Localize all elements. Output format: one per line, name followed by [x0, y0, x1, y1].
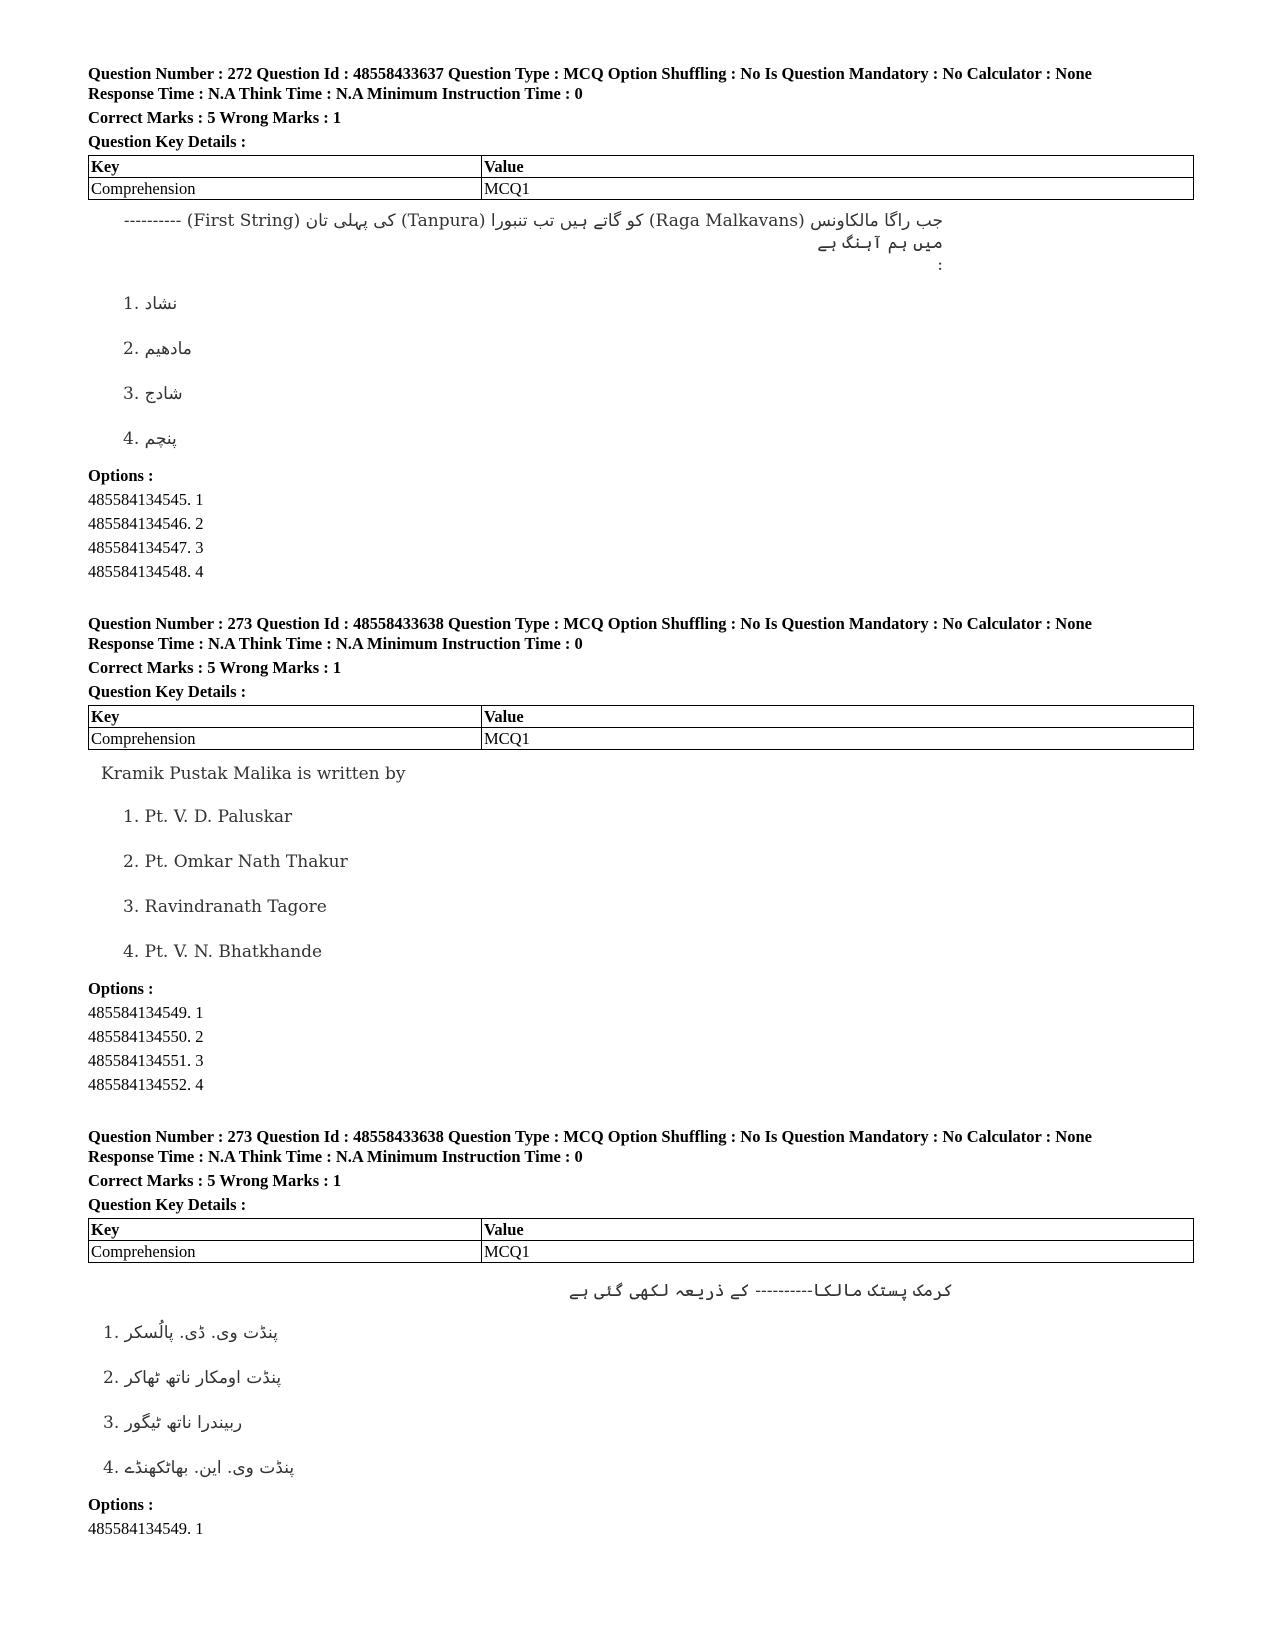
table-header-value: Value	[482, 156, 1194, 178]
choice-item	[103, 1446, 1194, 1491]
question-text	[98, 210, 943, 276]
key-details-label: Question Key Details :	[88, 1195, 247, 1214]
choice-text: نشاد	[144, 294, 178, 314]
marks-line: Correct Marks : 5 Wrong Marks : 1	[88, 1171, 342, 1190]
question-text-colon: :	[937, 255, 943, 275]
table-header-value: Value	[482, 1219, 1194, 1241]
table-cell-key: Comprehension	[89, 1241, 482, 1263]
choice-list	[103, 1311, 1194, 1491]
choice-number: 4.	[103, 1458, 120, 1478]
key-details-label: Question Key Details :	[88, 132, 247, 151]
table-cell-key: Comprehension	[89, 728, 482, 750]
marks-line: Correct Marks : 5 Wrong Marks : 1	[88, 108, 342, 127]
choice-text: پنڈت وی. ڈی. پالُسکر	[124, 1323, 278, 1343]
choice-item	[123, 372, 1194, 417]
choice-text: Pt. V. N. Bhatkhande	[144, 942, 323, 962]
choice-text: ربیندرا ناتھ ٹیگور	[124, 1413, 243, 1433]
choice-item	[123, 417, 1194, 462]
question-meta-line: Question Number : 272 Question Id : 48558433637 Question Type : MCQ Option Shuffling : No Is Question Mandatory : No Calculator : None	[88, 64, 1092, 83]
question-text: کرمک پستک مالکا---------- کے ذریعہ لکھی گئی ہے	[568, 1281, 953, 1301]
question-block-272	[88, 64, 1194, 584]
options-label: Options :	[88, 466, 154, 485]
option-id: 485584134552. 4	[88, 1075, 204, 1094]
choice-number: 4.	[123, 429, 140, 449]
table-cell-value: MCQ1	[482, 178, 1194, 200]
choice-number: 3.	[103, 1413, 120, 1433]
options-label: Options :	[88, 979, 154, 998]
question-meta-line: Question Number : 273 Question Id : 48558433638 Question Type : MCQ Option Shuffling : No Is Question Mandatory : No Calculator : None	[88, 614, 1092, 633]
table-cell-value: MCQ1	[482, 1241, 1194, 1263]
option-id: 485584134549. 1	[88, 1519, 204, 1538]
option-id: 485584134546. 2	[88, 514, 204, 533]
choice-item	[123, 930, 1194, 975]
choice-item	[103, 1401, 1194, 1446]
table-cell-key: Comprehension	[89, 178, 482, 200]
choice-number: 2.	[123, 339, 140, 359]
document-page	[88, 64, 1194, 1541]
choice-text: مادھیم	[144, 339, 192, 359]
option-id: 485584134549. 1	[88, 1003, 204, 1022]
choice-item	[123, 327, 1194, 372]
choice-list	[123, 795, 1194, 975]
question-timing-line: Response Time : N.A Think Time : N.A Minimum Instruction Time : 0	[88, 84, 583, 103]
option-id: 485584134550. 2	[88, 1027, 204, 1046]
choice-item	[123, 795, 1194, 840]
question-text: Kramik Pustak Malika is written by	[101, 764, 406, 784]
options-section	[88, 977, 1194, 1097]
choice-text: پنچم	[144, 429, 177, 449]
choice-number: 1.	[123, 294, 140, 314]
choice-text: شادج	[144, 384, 183, 404]
option-id: 485584134545. 1	[88, 490, 204, 509]
choice-number: 2.	[123, 852, 140, 872]
choice-item	[103, 1311, 1194, 1356]
choice-number: 1.	[123, 807, 140, 827]
key-value-table	[88, 1218, 1194, 1263]
question-block-273	[88, 614, 1194, 1097]
choice-number: 1.	[103, 1323, 120, 1343]
marks-line: Correct Marks : 5 Wrong Marks : 1	[88, 658, 342, 677]
choice-text: پنڈت وی. این. بھاٹکھنڈے	[124, 1458, 295, 1478]
key-details-label: Question Key Details :	[88, 682, 247, 701]
table-header-key: Key	[89, 156, 482, 178]
question-text-line: جب راگا مالکاونس (Raga Malkavans) کو گاتے ہیں تب تنبورا (Tanpura) کی پہلی تان (First String) ---------- میں ہم آہنگ ہے	[123, 211, 943, 253]
options-label: Options :	[88, 1495, 154, 1514]
question-block-273-urdu	[88, 1127, 1194, 1541]
option-id: 485584134551. 3	[88, 1051, 204, 1070]
table-header-key: Key	[89, 706, 482, 728]
option-id: 485584134547. 3	[88, 538, 204, 557]
key-value-table	[88, 705, 1194, 750]
question-timing-line: Response Time : N.A Think Time : N.A Minimum Instruction Time : 0	[88, 634, 583, 653]
option-id: 485584134548. 4	[88, 562, 204, 581]
question-meta-line: Question Number : 273 Question Id : 48558433638 Question Type : MCQ Option Shuffling : No Is Question Mandatory : No Calculator : None	[88, 1127, 1092, 1146]
options-section	[88, 464, 1194, 584]
choice-number: 3.	[123, 384, 140, 404]
table-cell-value: MCQ1	[482, 728, 1194, 750]
options-section	[88, 1493, 1194, 1541]
choice-item	[123, 282, 1194, 327]
choice-text: Ravindranath Tagore	[144, 897, 327, 917]
choice-number: 4.	[123, 942, 140, 962]
choice-item	[103, 1356, 1194, 1401]
choice-number: 2.	[103, 1368, 120, 1388]
choice-item	[123, 885, 1194, 930]
choice-text: Pt. Omkar Nath Thakur	[144, 852, 348, 872]
question-timing-line: Response Time : N.A Think Time : N.A Minimum Instruction Time : 0	[88, 1147, 583, 1166]
choice-item	[123, 840, 1194, 885]
table-header-value: Value	[482, 706, 1194, 728]
key-value-table	[88, 155, 1194, 200]
choice-list	[123, 282, 1194, 462]
table-header-key: Key	[89, 1219, 482, 1241]
choice-text: Pt. V. D. Paluskar	[144, 807, 293, 827]
choice-number: 3.	[123, 897, 140, 917]
choice-text: پنڈت اومکار ناتھ ٹھاکر	[124, 1368, 282, 1388]
